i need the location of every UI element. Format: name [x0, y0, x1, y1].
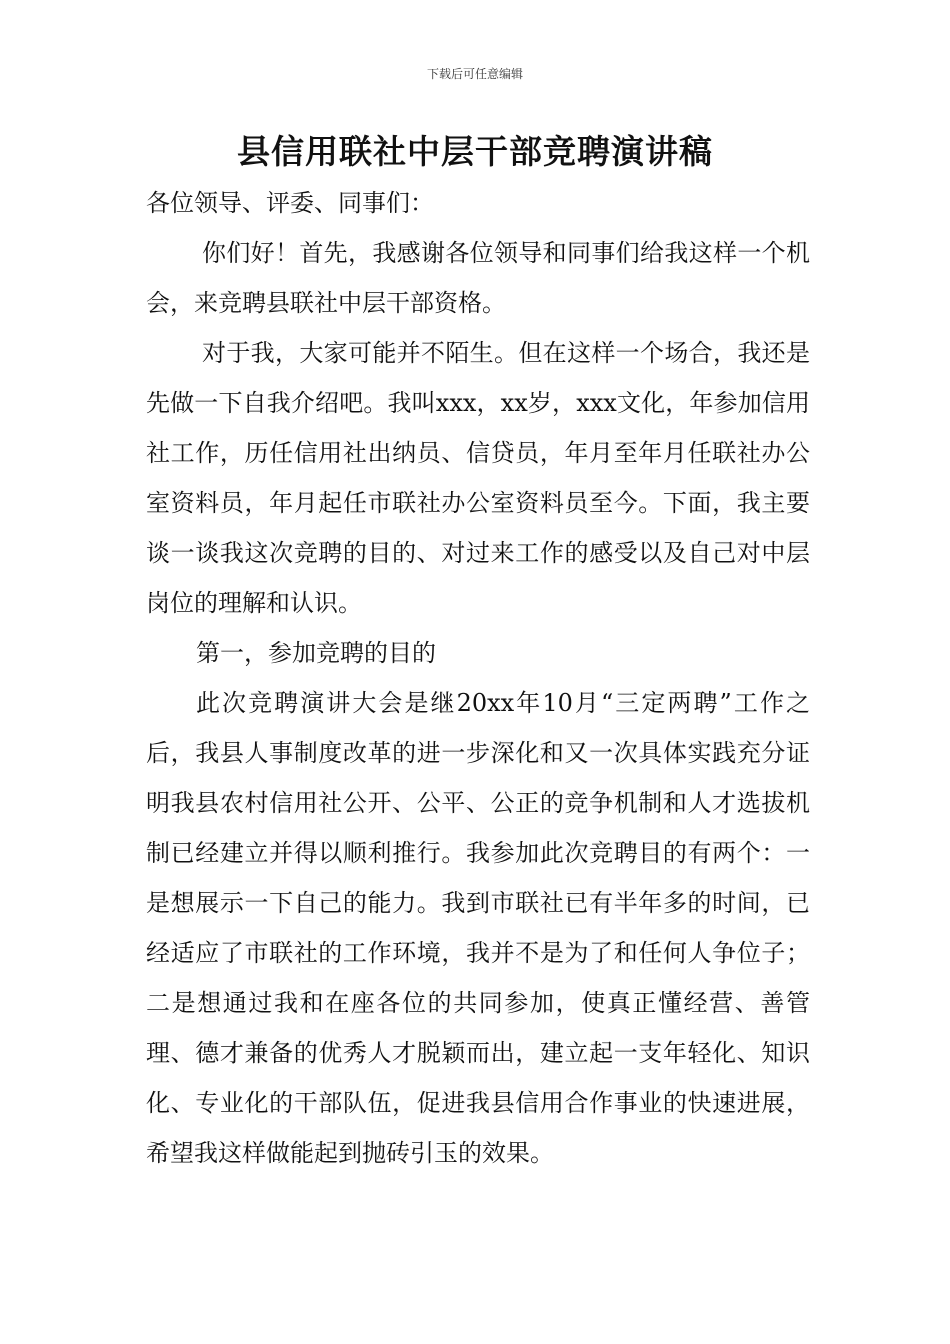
paragraph-greeting: 你们好！首先，我感谢各位领导和同事们给我这样一个机会，来竞聘县联社中层干部资格。 [146, 239, 810, 317]
paragraph-introduction: 对于我，大家可能并不陌生。但在这样一个场合，我还是先做一下自我介绍吧。我叫xxx，xx岁，xxx文化，年参加信用社工作，历任信用社出纳员、信贷员，年月至年月任联社办公室资料员，年月起任市联社办公室资料员至今。下面，我主要谈一谈我这次竞聘的目的、对过来工作的感受以及自己对中层岗位的理解和认识。 [146, 339, 810, 617]
header-note: 下载后可任意编辑 [426, 67, 523, 81]
section-heading-purpose: 第一，参加竞聘的目的 [196, 639, 436, 667]
paragraph-purpose: 此次竞聘演讲大会是继20xx年10月“三定两聘”工作之后，我县人事制度改革的进一步深化和又一次具体实践充分证明我县农村信用社公开、公平、公正的竞争机制和人才选拔机制已经建立并得以顺利推行。我参加此次竞聘目的有两个：一是想展示一下自己的能力。我到市联社已有半年多的时间，已经适应了市联社的工作环境，我并不是为了和任何人争位子；二是想通过我和在座各位的共同参加，使真正懂经营、善管理、德才兼备的优秀人才脱颖而出，建立起一支年轻化、知识化、专业化的干部队伍，促进我县信用合作事业的快速进展，希望我这样做能起到抛砖引玉的效果。 [146, 689, 810, 1167]
salutation: 各位领导、评委、同事们： [146, 189, 434, 217]
document-title: 县信用联社中层干部竞聘演讲稿 [237, 132, 713, 171]
document-body [146, 178, 810, 1178]
